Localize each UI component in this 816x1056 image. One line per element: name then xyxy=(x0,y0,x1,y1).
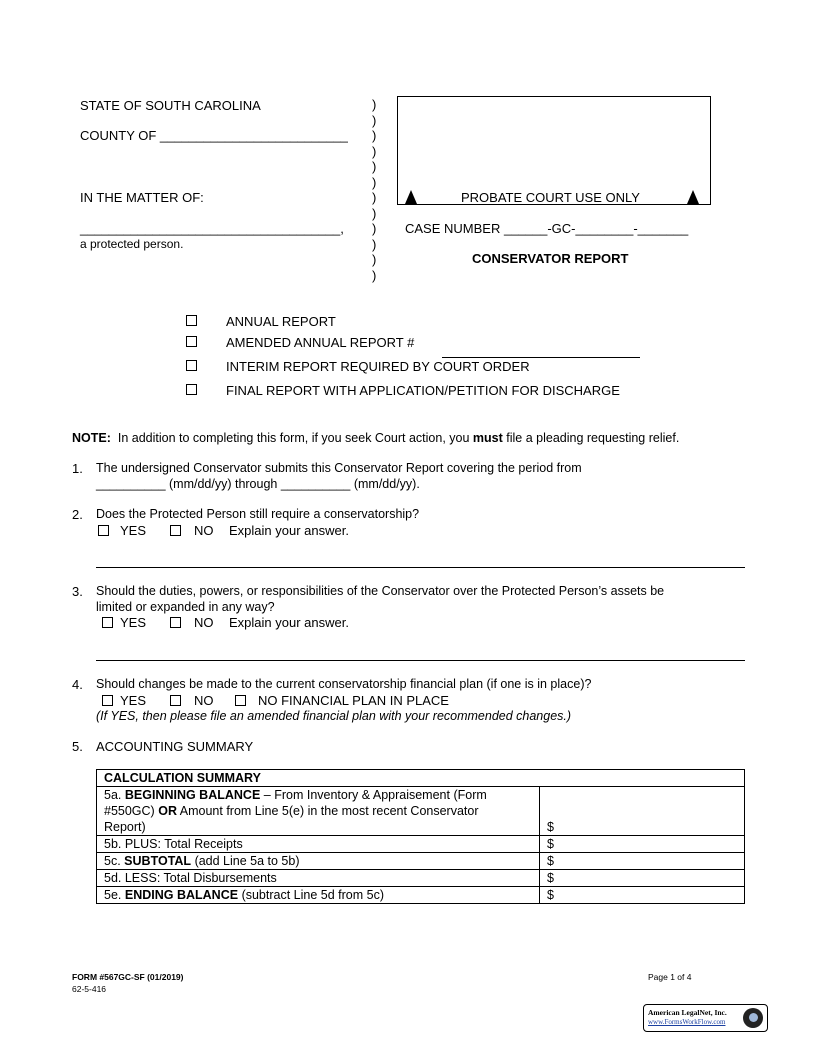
paren: ) xyxy=(372,237,377,252)
case-number-field[interactable]: CASE NUMBER ______-GC-________-_______ xyxy=(405,221,689,236)
row-5a-prefix: 5a. xyxy=(104,788,122,802)
row-5e-amount[interactable]: $ xyxy=(540,887,745,904)
calculation-summary-table xyxy=(96,769,745,904)
table-row xyxy=(97,853,745,870)
row-5c-amount[interactable]: $ xyxy=(540,853,745,870)
row-5e-label xyxy=(97,887,540,904)
q2-yes-label: YES xyxy=(120,523,147,538)
row-5b-label: 5b. PLUS: Total Receipts xyxy=(97,836,540,853)
table-row xyxy=(97,836,745,853)
paren: ) xyxy=(372,159,377,174)
row-5b-amount[interactable]: $ xyxy=(540,836,745,853)
note-text-after: file a pleading requesting relief. xyxy=(506,431,680,445)
page-title: CONSERVATOR REPORT xyxy=(472,251,629,266)
q2-question: Does the Protected Person still require a conservatorship? xyxy=(96,507,420,521)
arrow-up-icon xyxy=(687,190,699,204)
logo-company-name: American LegalNet, Inc. xyxy=(648,1008,727,1017)
globe-icon xyxy=(743,1008,763,1028)
q1-number: 1. xyxy=(72,461,83,476)
row-5a-label xyxy=(97,787,540,836)
q3-no-label: NO xyxy=(194,615,214,630)
probate-court-box xyxy=(397,96,711,205)
page-number: Page 1 of 4 xyxy=(648,972,692,982)
row-5a-line2b: Amount from Line 5(e) in the most recent Conservator xyxy=(179,804,479,818)
row-5c-rest: (add Line 5a to 5b) xyxy=(194,854,300,868)
q5-label: ACCOUNTING SUMMARY xyxy=(96,739,254,754)
in-the-matter-label: IN THE MATTER OF: xyxy=(80,190,204,205)
paren: ) xyxy=(372,206,377,221)
amended-report-label: AMENDED ANNUAL REPORT # xyxy=(226,335,415,350)
q3-explanation-line[interactable] xyxy=(96,660,745,661)
table-row xyxy=(97,887,745,904)
q1-period-fields[interactable]: __________ (mm/dd/yy) through __________ (mm/dd/yy). xyxy=(96,477,420,491)
final-report-label: FINAL REPORT WITH APPLICATION/PETITION FOR DISCHARGE xyxy=(226,383,620,398)
q4-no-plan-checkbox[interactable] xyxy=(235,695,246,706)
q3-number: 3. xyxy=(72,584,83,599)
q3-text-line2: limited or expanded in any way? xyxy=(96,600,275,614)
row-5a-line2a: #550GC) xyxy=(104,804,155,818)
paren: ) xyxy=(372,252,377,267)
paren: ) xyxy=(372,128,377,143)
american-legalnet-logo[interactable] xyxy=(643,1004,768,1032)
q3-yes-label: YES xyxy=(120,615,147,630)
amended-report-checkbox[interactable] xyxy=(186,336,197,347)
table-row xyxy=(97,787,745,836)
annual-report-checkbox[interactable] xyxy=(186,315,197,326)
table-header-row xyxy=(97,770,745,787)
q4-note: (If YES, then please file an amended financial plan with your recommended changes.) xyxy=(96,709,572,723)
row-5a-bold: BEGINNING BALANCE xyxy=(124,788,261,802)
row-5e-bold: ENDING BALANCE xyxy=(124,888,239,902)
final-report-checkbox[interactable] xyxy=(186,384,197,395)
annual-report-label: ANNUAL REPORT xyxy=(226,314,336,329)
row-5d-label: 5d. LESS: Total Disbursements xyxy=(97,870,540,887)
q4-yes-label: YES xyxy=(120,693,147,708)
q4-no-label: NO xyxy=(194,693,214,708)
q2-explain-label: Explain your answer. xyxy=(229,523,349,538)
q2-number: 2. xyxy=(72,507,83,522)
q4-no-plan-label: NO FINANCIAL PLAN IN PLACE xyxy=(258,693,449,708)
arrow-up-icon xyxy=(405,190,417,204)
row-5d-amount[interactable]: $ xyxy=(540,870,745,887)
paren: ) xyxy=(372,221,377,236)
q4-question: Should changes be made to the current conservatorship financial plan (if one is in place)? xyxy=(96,677,592,691)
form-number: FORM #567GC-SF (01/2019) xyxy=(72,972,184,982)
q3-explain-label: Explain your answer. xyxy=(229,615,349,630)
table-row xyxy=(97,870,745,887)
q4-yes-checkbox[interactable] xyxy=(102,695,113,706)
row-5a-line1: – From Inventory & Appraisement (Form xyxy=(263,788,487,802)
probate-court-use-label: PROBATE COURT USE ONLY xyxy=(461,190,640,205)
q2-explanation-line[interactable] xyxy=(96,567,745,568)
logo-url: www.FormsWorkFlow.com xyxy=(648,1018,726,1026)
note-label: NOTE: xyxy=(72,431,111,445)
q2-no-checkbox[interactable] xyxy=(170,525,181,536)
paren: ) xyxy=(372,175,377,190)
paren: ) xyxy=(372,113,377,128)
row-5a-amount[interactable]: $ xyxy=(540,787,745,836)
row-5c-prefix: 5c. xyxy=(104,854,121,868)
row-5a-or: OR xyxy=(158,804,177,818)
paren: ) xyxy=(372,268,377,283)
q3-yes-checkbox[interactable] xyxy=(102,617,113,628)
row-5c-label xyxy=(97,853,540,870)
protected-person-name-field[interactable]: ____________________________________, xyxy=(80,221,344,236)
row-5e-prefix: 5e. xyxy=(104,888,122,902)
q2-yes-checkbox[interactable] xyxy=(98,525,109,536)
q1-text-line1: The undersigned Conservator submits this Conservator Report covering the period from xyxy=(96,461,582,475)
protected-person-label: a protected person. xyxy=(80,237,184,251)
interim-report-checkbox[interactable] xyxy=(186,360,197,371)
statute-code: 62-5-416 xyxy=(72,984,107,994)
row-5a-line3: Report) xyxy=(104,820,146,834)
row-5c-bold: SUBTOTAL xyxy=(124,854,192,868)
note-paragraph xyxy=(72,431,679,445)
q3-no-checkbox[interactable] xyxy=(170,617,181,628)
county-field[interactable]: COUNTY OF __________________________ xyxy=(80,128,348,143)
interim-report-label: INTERIM REPORT REQUIRED BY COURT ORDER xyxy=(226,359,530,374)
row-5e-rest: (subtract Line 5d from 5c) xyxy=(241,888,384,902)
paren: ) xyxy=(372,144,377,159)
paren: ) xyxy=(372,190,377,205)
q3-text-line1: Should the duties, powers, or responsibilities of the Conservator over the Protected Person’s assets be xyxy=(96,584,665,598)
table-header: CALCULATION SUMMARY xyxy=(97,770,745,787)
q4-no-checkbox[interactable] xyxy=(170,695,181,706)
q2-no-label: NO xyxy=(194,523,214,538)
state-label: STATE OF SOUTH CAROLINA xyxy=(80,98,261,113)
q4-number: 4. xyxy=(72,677,83,692)
paren: ) xyxy=(372,97,377,112)
note-must: must xyxy=(472,431,503,445)
note-text-before: In addition to completing this form, if you seek Court action, you xyxy=(117,431,470,445)
q5-number: 5. xyxy=(72,739,83,754)
amended-report-number-field[interactable] xyxy=(442,357,640,358)
